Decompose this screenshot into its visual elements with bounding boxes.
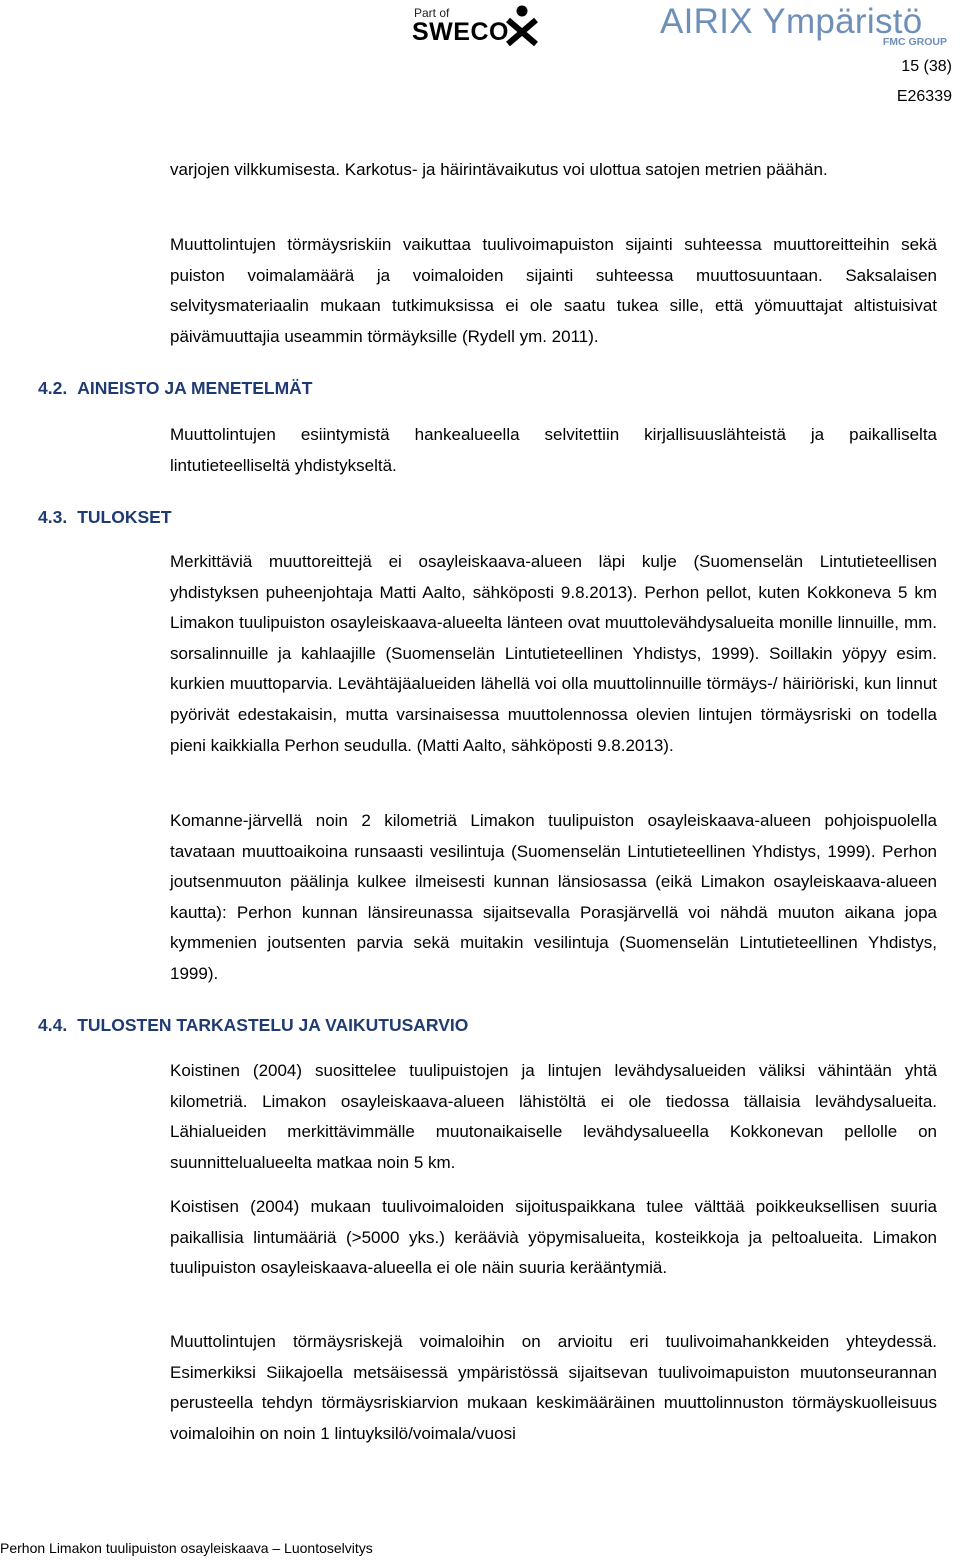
section-heading-aineisto (38, 378, 313, 399)
section-number: 4.3. (38, 507, 68, 527)
airix-group: FMC GROUP (882, 36, 947, 48)
paragraph-discussion-1: Koistinen (2004) suosittelee tuulipuistojen ja lintujen levähdysalueiden väliksi vähintään yhtä kilometriä. Limakon osayleiskaava-alueen lähistöltä ei ole tiedossa tällaisia levähdysalueita. Lähialueiden merkittävimmälle muutonaikaiselle levähdysalueella Kokkonevan pellolle on suunnittelualueelta matkaa noin 5 km. (170, 1061, 937, 1172)
airix-name: AIRIX Ympäristö (660, 2, 923, 41)
section-heading-tulokset (38, 507, 172, 528)
section-title: TULOSTEN TARKASTELU JA VAIKUTUSARVIO (77, 1015, 469, 1035)
section-number: 4.4. (38, 1015, 68, 1035)
paragraph-collision-risk: Muuttolintujen törmäysriskiin vaikuttaa tuulivoimapuiston sijainti suhteessa muuttoreitteihin sekä puiston voimalamäärä ja voimaloiden sijainti suhteessa muuttosuuntaan. Saksalaisen selvitysmateriaalin mukaan tutkimuksissa ei ole saatu tukea sille, että yömuuttajat altistuisivat päivämuuttajia useammin törmäyksille (Rydell ym. 2011). (170, 235, 937, 346)
sweco-name: SWECO (412, 18, 509, 46)
section-title: TULOKSET (77, 507, 172, 527)
sweco-mark-icon (504, 4, 540, 46)
paragraph-discussion-2: Koistisen (2004) mukaan tuulivoimaloiden sijoituspaikkana tulee välttää poikkeuksellisen suuria paikallisia lintumääriä (>5000 yks.) keräävià yöpymisalueita, kosteikkoja ja peltoalueita. Limakon tuulipuiston osayleiskaava-alueella ei ole näin suuria kerääntymiä. (170, 1197, 937, 1278)
paragraph-intro: varjojen vilkkumisesta. Karkotus- ja häirintävaikutus voi ulottua satojen metrien päähän. (170, 160, 828, 179)
section-number: 4.2. (38, 378, 68, 398)
sweco-logo (412, 4, 542, 46)
section-title: AINEISTO JA MENETELMÄT (77, 378, 313, 398)
paragraph-results-1: Merkittäviä muuttoreittejä ei osayleiskaava-alueen läpi kulje (Suomenselän Lintutieteellisen yhdistyksen puheenjohtaja Matti Aalto, sähköposti 9.8.2013). Perhon pellot, kuten Kokkoneva 5 km Limakon tuulipuiston osayleiskaava-alueelta länteen ovat muuttolevähdysalueita monille linnuille, mm. sorsalinnuille ja kahlaajille (Suomenselän Lintutieteellinen Yhdistys, 1999). Soillakin yöpyy esim. kurkien muuttoparvia. Levähtäjäalueiden lähellä voi olla muuttolinnuille törmäys-/ häiriöriski, kun linnut pyörivät edestakaisin, mutta varsinaisessa muuttolennossa olevien lintujen törmäysriski on todella pieni kaikkialla Perhon seudulla. (Matti Aalto, sähköposti 9.8.2013). (170, 552, 937, 755)
document-code: E26339 (896, 88, 952, 105)
paragraph-discussion-3: Muuttolintujen törmäysriskejä voimaloihin on arvioitu eri tuulivoimahankkeiden yhteydessä. Esimerkiksi Siikajoella metsäisessä ympäristössä sijaitsevan tuulivoimapuiston muutonseurannan perusteella tehdyn törmäysriskiarvion mukaan keskimääräinen muuttolinnuston törmäyskuolleisuus voimaloihin on noin 1 lintuyksilö/voimala/vuosi (170, 1332, 937, 1443)
page-number: 15 (38) (901, 58, 952, 75)
airix-logo (660, 2, 955, 50)
section-heading-tarkastelu (38, 1015, 468, 1036)
sweco-part-of-text: Part of (414, 6, 450, 20)
paragraph-methods: Muuttolintujen esiintymistä hankealueella selvitettiin kirjallisuuslähteistä ja paikalliselta lintutieteelliseltä yhdistykseltä. (170, 425, 937, 475)
paragraph-results-2: Komanne-järvellä noin 2 kilometriä Limakon tuulipuiston osayleiskaava-alueen pohjoispuolella tavataan muuttoaikoina runsaasti vesilintuja (Suomenselän Lintutieteellinen Yhdistys, 1999). Perhon joutsenmuuton päälinja kulkee ilmeisesti kunnan länsiosassa (eikä Limakon osayleiskaava-alueen kautta): Perhon kunnan länsireunassa sijaitsevalla Porasjärvellä voi nähdä muuton aikana jopa kymmenien joutsenten parvia sekä muitakin vesilintuja (Suomenselän Lintutieteellinen Yhdistys, 1999). (170, 811, 937, 983)
page-footer: Perhon Limakon tuulipuiston osayleiskaava – Luontoselvitys (0, 1540, 373, 1556)
